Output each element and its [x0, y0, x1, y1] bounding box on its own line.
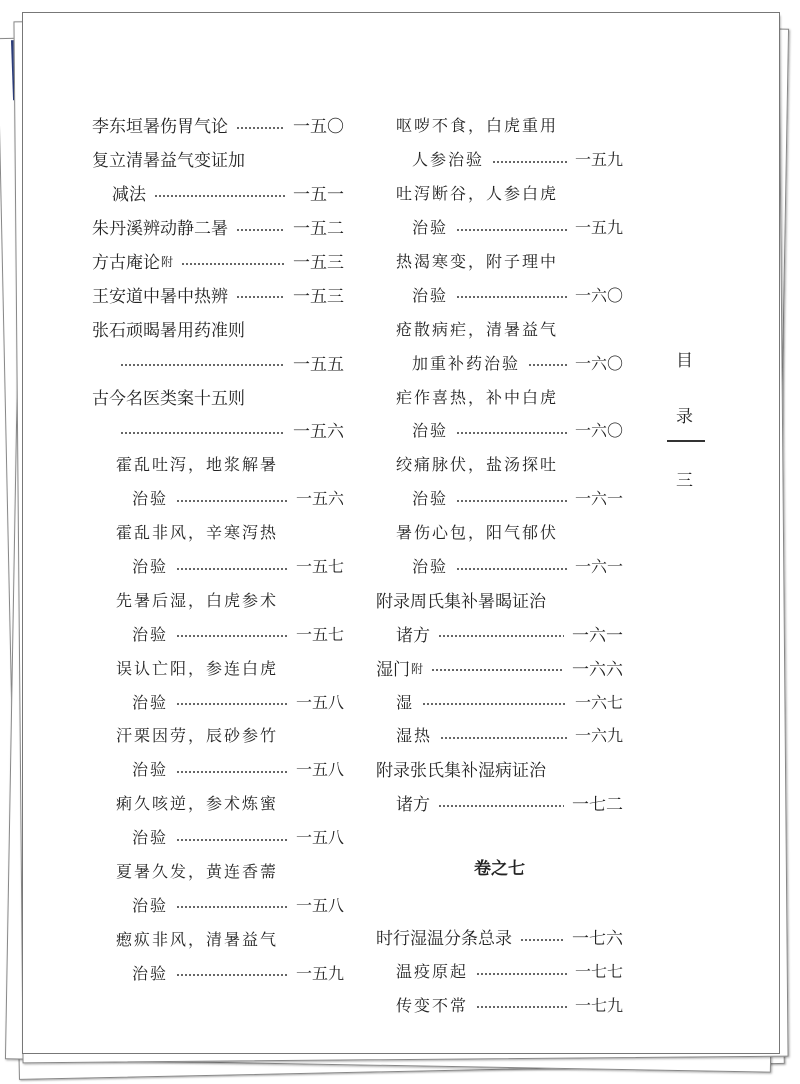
toc-entry[interactable] [376, 786, 623, 820]
toc-entry[interactable] [376, 244, 623, 278]
toc-entry-title: 人参治验 [412, 150, 485, 170]
volume-heading: 卷之七 [474, 859, 525, 880]
toc-entry[interactable] [376, 920, 623, 954]
toc-entry-title: 霍乱非风，辛寒泻热 [116, 523, 279, 543]
toc-entry[interactable] [92, 921, 344, 955]
dot-leader [431, 669, 564, 671]
dot-leader [492, 161, 567, 163]
toc-entry-title: 湿门 [376, 659, 410, 680]
toc-entry[interactable] [92, 820, 344, 854]
toc-entry[interactable] [376, 142, 623, 176]
toc-entry-title: 湿 [396, 692, 415, 712]
toc-entry[interactable] [92, 887, 344, 921]
dot-leader [438, 805, 564, 807]
toc-page-number: 一五八 [295, 895, 344, 915]
toc-entry-title: 治验 [412, 421, 449, 441]
dot-leader [176, 635, 288, 637]
toc-page-number: 一六一 [574, 489, 623, 509]
side-divider [667, 440, 705, 442]
toc-entry-title: 减法 [112, 185, 146, 206]
toc-entry[interactable] [376, 413, 623, 447]
toc-entry[interactable] [376, 684, 623, 718]
toc-entry[interactable] [92, 955, 344, 989]
toc-entry[interactable] [376, 447, 623, 481]
toc-entry-title: 治验 [132, 760, 169, 780]
toc-entry-title: 治验 [412, 285, 449, 305]
toc-entry-title: 时行湿温分条总录 [376, 929, 512, 950]
dot-leader [120, 364, 285, 366]
toc-page-number: 一五五 [293, 354, 344, 375]
toc-entry-title: 呕哕不食，白虎重用 [396, 116, 559, 136]
toc-entry[interactable] [376, 311, 623, 345]
dot-leader [176, 500, 288, 502]
toc-page-number: 一五六 [295, 489, 344, 509]
page-number: 三 [676, 471, 693, 491]
toc-entry[interactable] [92, 210, 344, 244]
dot-leader [476, 1006, 567, 1008]
toc-entry-title: 治验 [132, 828, 169, 848]
toc-entry[interactable] [92, 142, 344, 176]
toc-right-column [376, 108, 623, 1021]
toc-page-number: 一五二 [293, 219, 344, 240]
toc-entry-title: 诸方 [396, 795, 430, 816]
toc-entry-title: 疟作喜热，补中白虎 [396, 387, 559, 407]
toc-entry[interactable] [376, 752, 623, 786]
toc-entry-suffix: 附 [411, 662, 424, 677]
toc-entry-title: 治验 [132, 963, 169, 983]
dot-leader [176, 568, 288, 570]
dot-leader [236, 229, 285, 231]
toc-entry-title: 暑伤心包，阳气郁伏 [396, 523, 559, 543]
toc-entry[interactable] [92, 752, 344, 786]
toc-page-number: 一五三 [293, 253, 344, 273]
toc-entry-title: 治验 [412, 489, 449, 509]
toc-entry[interactable] [92, 176, 344, 210]
toc-page-number: 一六一 [572, 625, 623, 646]
toc-page-number: 一五八 [295, 760, 344, 780]
toc-entry[interactable] [92, 379, 344, 413]
dot-leader [176, 771, 288, 773]
dot-leader [456, 229, 567, 231]
toc-entry[interactable] [92, 549, 344, 583]
toc-entry-title: 治验 [132, 557, 169, 577]
toc-entry[interactable] [376, 481, 623, 515]
dot-leader [528, 364, 567, 366]
toc-page-number: 一六六 [572, 659, 623, 680]
toc-page-number: 一六九 [574, 726, 623, 746]
toc-entry[interactable] [376, 277, 623, 311]
toc-entry[interactable] [92, 854, 344, 888]
toc-entry[interactable] [92, 447, 344, 481]
toc-page-number: 一六一 [574, 557, 623, 577]
toc-entry[interactable] [92, 244, 344, 278]
dot-leader [120, 432, 285, 434]
toc-page-number: 一五七 [295, 624, 344, 644]
toc-entry[interactable] [376, 582, 623, 616]
toc-entry-title: 疮散病疟，清暑益气 [396, 319, 559, 339]
toc-entry-title: 附录张氏集补湿病证治 [376, 761, 546, 782]
toc-entry[interactable] [92, 650, 344, 684]
toc-page-number: 一五八 [295, 828, 344, 848]
dot-leader [176, 703, 288, 705]
toc-page-number: 一五九 [574, 218, 623, 238]
dot-leader [236, 296, 285, 298]
dot-leader [176, 974, 288, 976]
toc-entry[interactable] [92, 311, 344, 345]
toc-entry-title: 绞痛脉伏，盐汤探吐 [396, 455, 559, 475]
toc-entry[interactable] [376, 718, 623, 752]
dot-leader [456, 500, 567, 502]
toc-entry-title: 治验 [132, 624, 169, 644]
toc-entry[interactable] [92, 481, 344, 515]
toc-entry-title: 传变不常 [396, 995, 469, 1015]
toc-entry[interactable] [92, 345, 344, 379]
dot-leader [181, 263, 285, 265]
toc-page-number: 一七七 [574, 962, 623, 982]
toc-page-number: 一五八 [295, 692, 344, 712]
toc-page-number: 一五六 [293, 422, 344, 443]
toc-entry-title: 治验 [412, 557, 449, 577]
toc-page-number: 一六七 [574, 692, 623, 712]
toc-entry-title: 夏暑久发，黄连香薷 [116, 862, 279, 882]
toc-entry[interactable] [92, 515, 344, 549]
toc-entry-title: 吐泻断谷，人参白虎 [396, 184, 559, 204]
toc-entry[interactable] [92, 108, 344, 142]
toc-entry-title: 温疫原起 [396, 962, 469, 982]
dot-leader [176, 839, 288, 841]
toc-entry[interactable] [376, 379, 623, 413]
toc-entry[interactable] [92, 413, 344, 447]
toc-entry-title: 湿热 [396, 726, 433, 746]
toc-entry[interactable] [376, 108, 623, 142]
toc-entry[interactable] [376, 650, 623, 684]
toc-page-number: 一六〇 [574, 285, 623, 305]
dot-leader [422, 703, 567, 705]
dot-leader [456, 432, 567, 434]
toc-page-number: 一六〇 [574, 353, 623, 373]
toc-entry-title: 诸方 [396, 625, 430, 646]
toc-entry[interactable] [92, 684, 344, 718]
toc-entry-title: 方古庵论 [92, 253, 160, 273]
toc-page-number: 一五九 [295, 963, 344, 983]
dot-leader [438, 635, 564, 637]
dot-leader [476, 973, 567, 975]
dot-leader [456, 296, 567, 298]
toc-entry-title: 古今名医类案十五则 [92, 388, 245, 409]
toc-page-number: 一五七 [295, 557, 344, 577]
toc-entry[interactable] [376, 176, 623, 210]
toc-page-number: 一五九 [574, 150, 623, 170]
dot-leader [176, 906, 288, 908]
toc-entry[interactable] [376, 515, 623, 549]
toc-entry-title: 热渴寒变，附子理中 [396, 252, 559, 271]
toc-entry[interactable] [376, 987, 623, 1021]
toc-entry-title: 复立清暑益气变证加 [92, 151, 245, 172]
toc-entry[interactable] [92, 582, 344, 616]
toc-page-number: 一七六 [572, 929, 623, 950]
toc-page-number: 一五一 [293, 185, 344, 206]
dot-leader [456, 568, 567, 570]
side-label-char: 目 [676, 351, 693, 371]
toc-entry-title: 加重补药治验 [412, 353, 521, 373]
toc-entry[interactable] [376, 549, 623, 583]
toc-entry-title: 痢久咳逆，参术炼蜜 [116, 794, 279, 814]
toc-entry-suffix: 附 [161, 255, 174, 270]
toc-entry[interactable] [376, 616, 623, 650]
toc-page-number: 一五三 [293, 286, 344, 307]
toc-entry[interactable] [376, 954, 623, 988]
toc-entry-title: 治验 [132, 489, 169, 509]
toc-entry[interactable] [92, 786, 344, 820]
toc-entry[interactable] [92, 616, 344, 650]
dot-leader [154, 195, 285, 197]
toc-entry-title: 瘛疭非风，清暑益气 [116, 929, 279, 949]
toc-page-number: 一五〇 [293, 117, 344, 138]
toc-page-number: 一六〇 [574, 421, 623, 441]
toc-entry-title: 治验 [132, 895, 169, 915]
toc-left-column [92, 108, 344, 989]
dot-leader [236, 127, 285, 129]
toc-entry[interactable] [376, 345, 623, 379]
toc-entry-title: 误认亡阳，参连白虎 [116, 658, 279, 678]
toc-entry-title: 治验 [132, 692, 169, 712]
toc-entry[interactable] [376, 210, 623, 244]
side-label-char: 录 [676, 407, 693, 427]
toc-entry-title: 王安道中暑中热辨 [92, 286, 228, 307]
toc-entry-title: 张石顽暍暑用药准则 [92, 320, 245, 341]
dot-leader [440, 737, 567, 739]
toc-entry-title: 李东垣暑伤胃气论 [92, 117, 228, 138]
toc-entry-title: 先暑后湿，白虎参术 [116, 590, 279, 610]
toc-entry-title: 汗栗因劳，辰砂参竹 [116, 726, 279, 746]
toc-page-number: 一七二 [572, 795, 623, 816]
toc-entry-title: 附录周氏集补暑暍证治 [376, 591, 546, 612]
toc-entry-title: 霍乱吐泻，地浆解暑 [116, 455, 279, 475]
toc-entry[interactable] [92, 277, 344, 311]
toc-entry[interactable] [92, 718, 344, 752]
dot-leader [520, 939, 564, 941]
toc-page-number: 一七九 [574, 995, 623, 1015]
toc-entry-title: 治验 [412, 218, 449, 238]
toc-entry-title: 朱丹溪辨动静二暑 [92, 219, 228, 240]
